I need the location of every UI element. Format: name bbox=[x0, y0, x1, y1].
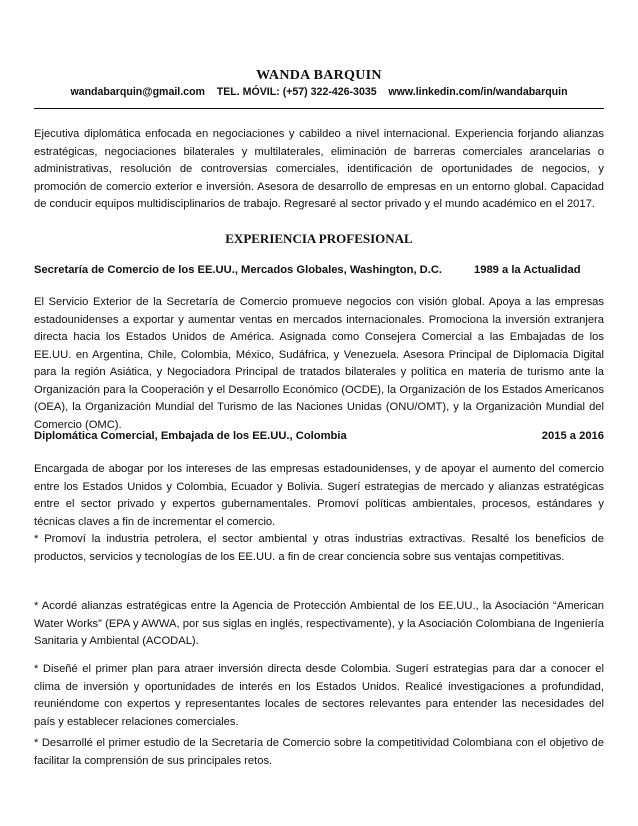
achievement-item: * Diseñé el primer plan para atraer inversión directa desde Colombia. Sugerí estrategias para dar a conocer el clima de inversión y oportunidades de interés en los Estados Unidos. Realicé investigaciones a profundidad, reuniéndome con expertos y representantes locales de sectores relevantes para entender las necesidades del país y establecer relaciones comerciales. bbox=[34, 663, 604, 728]
job-title: Diplomática Comercial, Embajada de los EE.UU., Colombia bbox=[34, 430, 347, 442]
job-heading bbox=[34, 262, 604, 279]
job-dates: 1989 a la Actualidad bbox=[474, 264, 581, 276]
candidate-name: WANDA BARQUIN bbox=[256, 68, 382, 83]
section-heading-experience: EXPERIENCIA PROFESIONAL bbox=[225, 231, 413, 246]
achievement-item: * Acordé alianzas estratégicas entre la Agencia de Protección Ambiental de los EE.UU., la Asociación “American Water Works” (EPA y AWWA, por sus siglas en inglés, respectivamente), y la Asociación Colombiana de Ingeniería Sanitaria y Ambiental (ACODAL). bbox=[34, 600, 604, 647]
job-description: Encargada de abogar por los intereses de las empresas estadounidenses, y de apoyar el aumento del comercio entre los Estados Unidos y Colombia, Ecuador y Bolivia. Sugerí estrategias de mercado y alianzas estratégicas entre el sector privado y expertos gubernamentales. Promoví políticas ambientales, procesos, estándares y técnicas claves a fin de incrementar el comercio. bbox=[34, 463, 604, 528]
job-title: Secretaría de Comercio de los EE.UU., Mercados Globales, Washington, D.C. bbox=[34, 264, 443, 276]
phone: (+57) 322-426-3035 bbox=[282, 86, 377, 98]
phone-label: TEL. MÓVIL: bbox=[216, 86, 280, 98]
contact-line bbox=[0, 86, 638, 98]
summary-paragraph: Ejecutiva diplomática enfocada en negociaciones y cabildeo a nivel internacional. Experiencia forjando alianzas estratégicas, negociaciones bilaterales y multilaterales, eliminación de barreras comerciales arancelarias o administrativas, resolución de controversias comerciales, identificación de oportunidades de negocios, y promoción de comercio exterior e inversión. Asesora de desarrollo de empresas en un entorno global. Capacidad de conducir equipos multidisciplinarios de trabajo. Regresaré al sector privado y el mundo académico en el 2017. bbox=[34, 128, 604, 210]
job-dates: 2015 a 2016 bbox=[541, 430, 604, 442]
email: wandabarquin@gmail.com bbox=[70, 86, 205, 98]
achievement-item: * Desarrollé el primer estudio de la Secretaría de Comercio sobre la competitividad Colombiana con el objetivo de facilitar la comprensión de sus principales retos. bbox=[34, 737, 604, 767]
job-heading bbox=[34, 428, 604, 445]
linkedin-url: www.linkedin.com/in/wandabarquin bbox=[388, 86, 568, 98]
header-divider bbox=[34, 108, 604, 109]
job-description: El Servicio Exterior de la Secretaría de Comercio promueve negocios con visión global. Apoya a las empresas estadounidenses a exportar y aumentar ventas en mercados internacionales. Promociona la inversión extranjera directa hacia los Estados Unidos de América. Asignada como Consejera Comercial a las Embajadas de los EE.UU. en Argentina, Chile, Colombia, México, Sudáfrica, y Venezuela. Asesora Principal de Diplomacia Digital para la región Asiática, y Negociadora Principal de tratados bilaterales y política en materia de turismo ante la Organización para la Cooperación y el Desarrollo Económico (OCDE), la Organización de los Estados Americanos (OEA), la Organización Mundial del Turismo de las Naciones Unidas (ONU/OMT), y la Organización Mundial del Comercio (OMC). bbox=[34, 296, 604, 431]
achievement-item: * Promoví la industria petrolera, el sector ambiental y otras industrias extractivas. Resalté los beneficios de productos, servicios y tecnologías de los EE.UU. a fin de crear conciencia sobre sus ventajas competitivas. bbox=[34, 533, 604, 563]
